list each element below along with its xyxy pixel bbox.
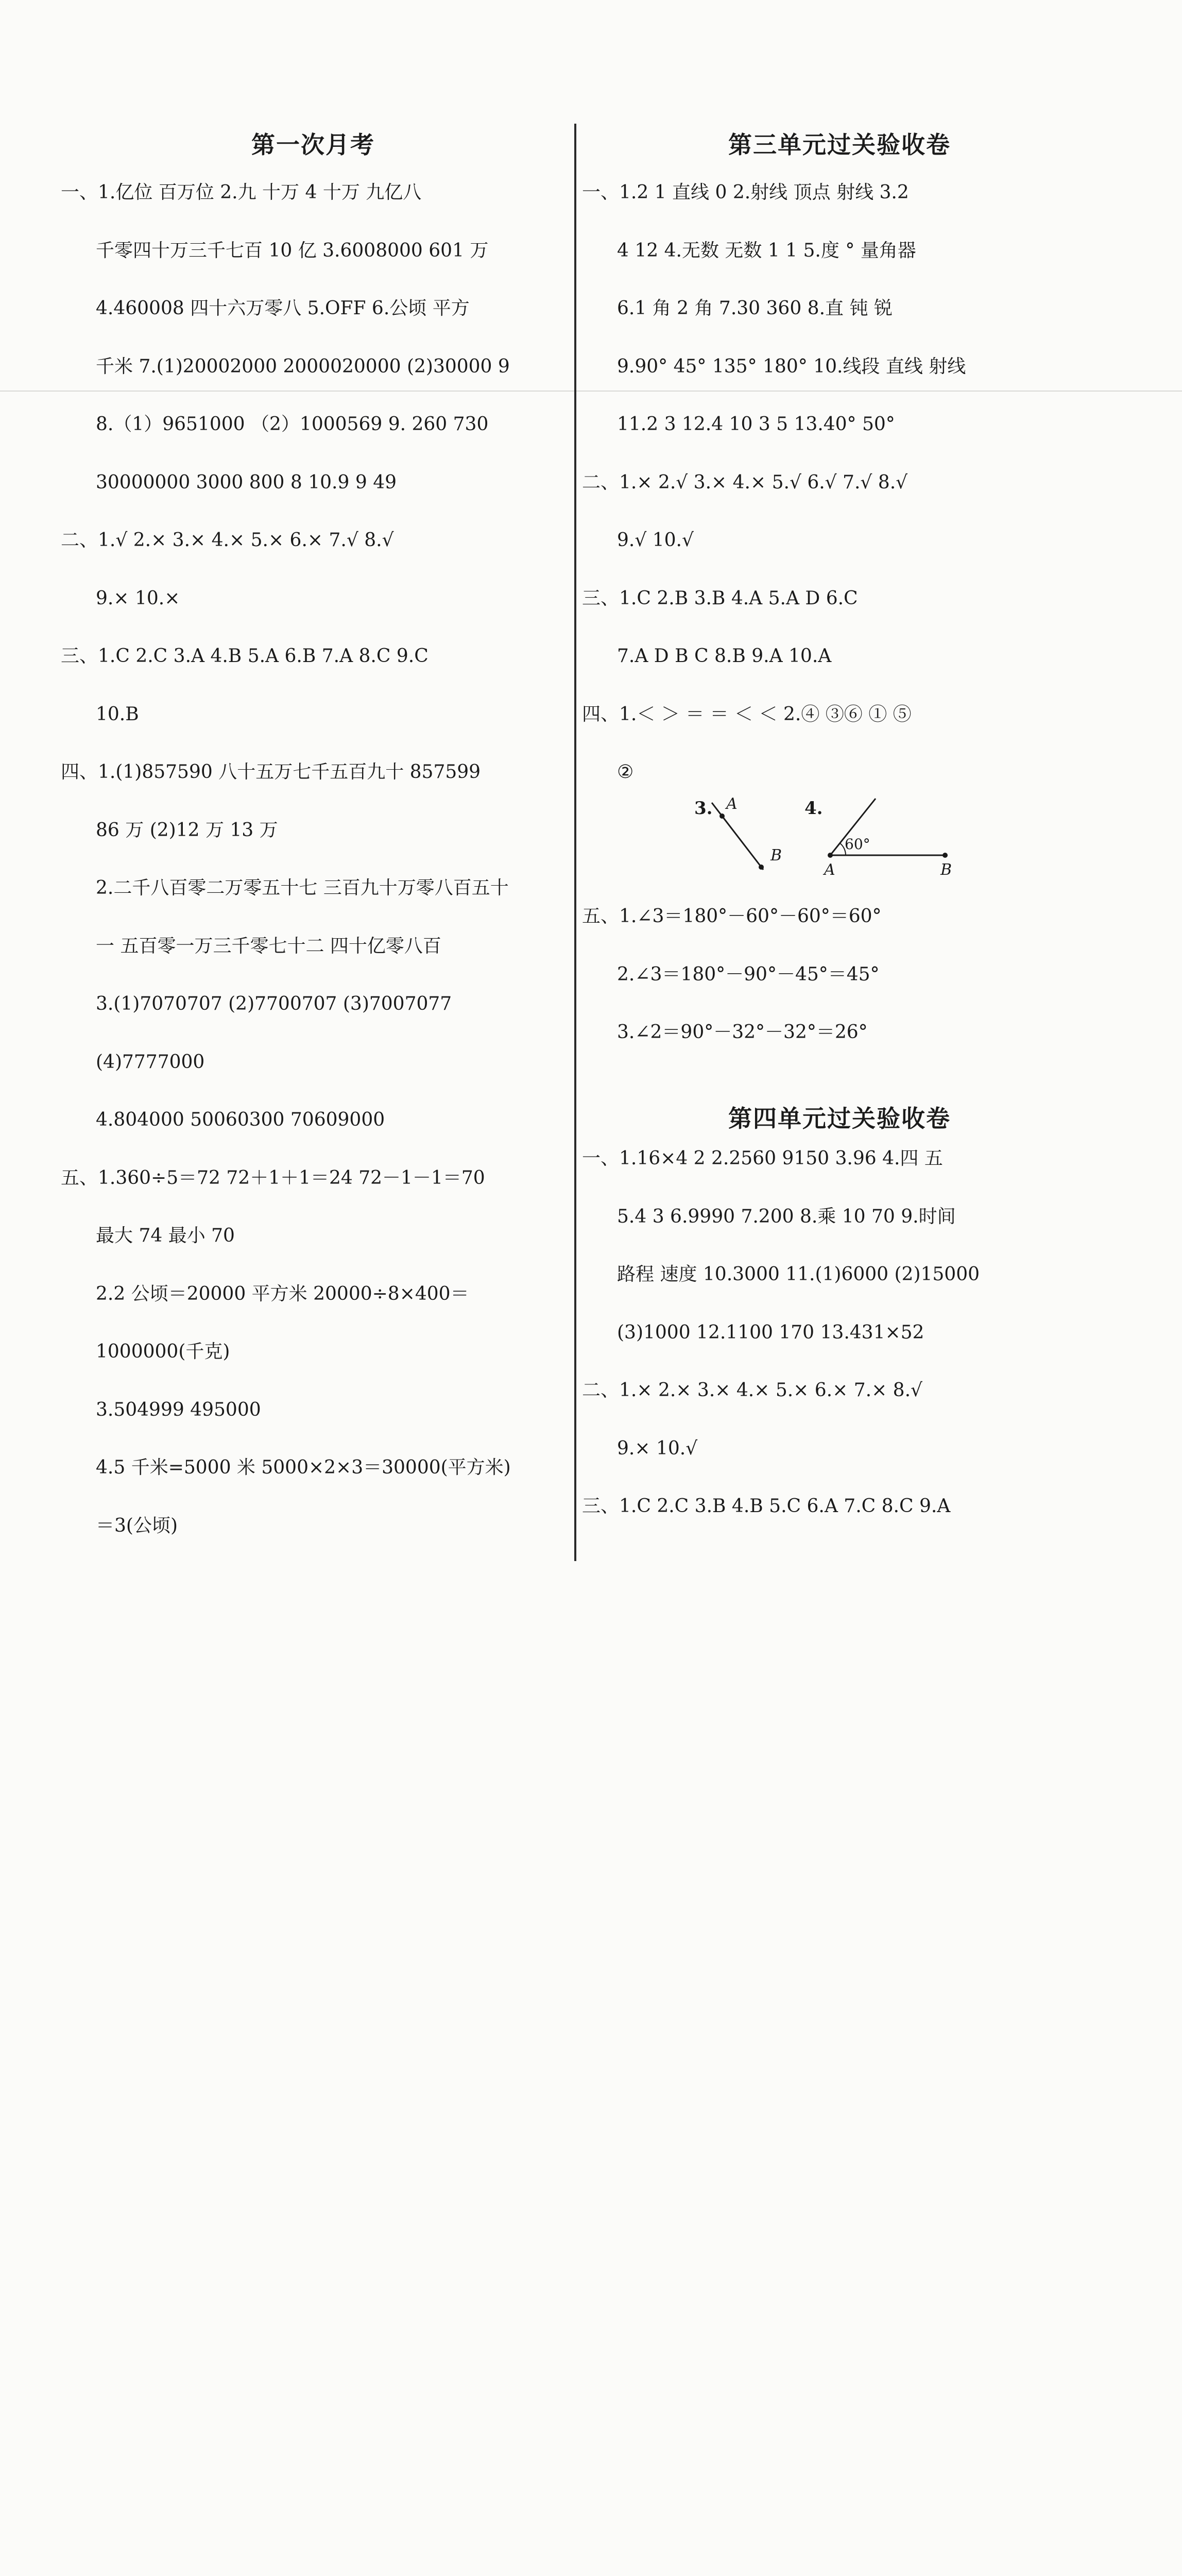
unit3-answer-line: 3.∠2＝90°－32°－32°＝26° (617, 1022, 868, 1043)
vertex-a-label: A (824, 861, 835, 879)
unit4-answer-line: 三、1.C 2.C 3.B 4.B 5.C 6.A 7.C 8.C 9.A (582, 1496, 951, 1517)
section-heading-first-monthly-exam: 第一次月考 (251, 131, 375, 159)
ray-ab-line (712, 803, 763, 870)
unit3-answer-line: 7.A D B C 8.B 9.A 10.A (617, 646, 832, 667)
angle-value-label: 60° (845, 836, 870, 853)
left-answer-line: ＝3(公顷) (96, 1515, 178, 1536)
section-heading-unit3: 第三单元过关验收卷 (728, 131, 951, 159)
geometry-figures (685, 783, 973, 881)
end-b-label: B (940, 861, 952, 879)
unit3-answer-line: 三、1.C 2.B 3.B 4.A 5.A D 6.C (582, 588, 858, 609)
left-answer-line: 30000000 3000 800 8 10.9 9 49 (96, 472, 397, 493)
unit3-answer-line: 四、1.＜ ＞ ＝ ＝ ＜ ＜ 2.④ ③⑥ ① ⑤ (582, 704, 912, 725)
left-answer-line: 五、1.360÷5＝72 72＋1＋1＝24 72－1－1＝70 (61, 1167, 485, 1189)
unit4-answer-line: (3)1000 12.1100 170 13.431×52 (617, 1322, 924, 1343)
figure-label-4: 4. (804, 798, 823, 819)
unit4-answer-line: 路程 速度 10.3000 11.(1)6000 (2)15000 (617, 1264, 980, 1285)
end-b-dot (943, 853, 948, 858)
page-footer (0, 1520, 1182, 1582)
unit3-answer-line: 9.√ 10.√ (617, 530, 694, 551)
point-b-dot (759, 865, 764, 870)
unit3-answer-line: 4 12 4.无数 无数 1 1 5.度 ° 量角器 (617, 240, 916, 261)
unit4-answer-line: 9.× 10.√ (617, 1438, 698, 1459)
unit3-answer-line: 6.1 角 2 角 7.30 360 8.直 钝 锐 (617, 298, 893, 319)
point-a-label: A (726, 795, 738, 813)
unit3-answer-line: 2.∠3＝180°－90°－45°＝45° (617, 964, 880, 985)
left-answer-line: 4.460008 四十六万零八 5.OFF 6.公顷 平方 (96, 298, 470, 319)
section-heading-unit4: 第四单元过关验收卷 (728, 1105, 951, 1132)
unit4-answer-line: 一、1.16×4 2 2.2560 9150 3.96 4.四 五 (582, 1148, 943, 1169)
unit4-answer-line: 二、1.× 2.× 3.× 4.× 5.× 6.× 7.× 8.√ (582, 1380, 922, 1401)
unit3-answer-line: 11.2 3 12.4 10 3 5 13.40° 50° (617, 414, 895, 435)
left-answer-line: 3.504999 495000 (96, 1399, 261, 1420)
left-answer-line: 9.× 10.× (96, 588, 180, 609)
unit3-answer-line: ② (617, 761, 634, 783)
left-answer-line: 二、1.√ 2.× 3.× 4.× 5.× 6.× 7.√ 8.√ (61, 530, 394, 551)
left-answer-line: (4)7777000 (96, 1052, 205, 1073)
left-answer-line: 4.804000 50060300 70609000 (96, 1109, 385, 1130)
figure-label-3: 3. (694, 798, 713, 819)
unit3-answer-line: 9.90° 45° 135° 180° 10.线段 直线 射线 (617, 356, 966, 377)
left-answer-line: 一、1.亿位 百万位 2.九 十万 4 十万 九亿八 (61, 182, 422, 203)
left-answer-line: 1000000(千克) (96, 1341, 230, 1362)
left-answer-line: 三、1.C 2.C 3.A 4.B 5.A 6.B 7.A 8.C 9.C (61, 646, 429, 667)
left-answer-line: 一 五百零一万三千零七十二 四十亿零八百 (96, 936, 441, 957)
unit3-answer-line: 二、1.× 2.√ 3.× 4.× 5.√ 6.√ 7.√ 8.√ (582, 472, 908, 493)
left-answer-line: 8.（1）9651000 （2）1000569 9. 260 730 (96, 414, 489, 435)
left-answer-line: 3.(1)7070707 (2)7700707 (3)7007077 (96, 993, 452, 1014)
left-answer-line: 2.二千八百零二万零五十七 三百九十万零八百五十 (96, 877, 509, 899)
left-answer-line: 最大 74 最小 70 (96, 1225, 235, 1246)
left-answer-line: 千米 7.(1)20002000 2000020000 (2)30000 9 (96, 356, 510, 377)
scan-artifact-line (0, 391, 1182, 392)
vertex-a-dot (828, 853, 833, 858)
unit3-answer-line: 五、1.∠3＝180°－60°－60°＝60° (582, 906, 882, 927)
point-a-dot (720, 814, 725, 819)
left-answer-line: 2.2 公顷＝20000 平方米 20000÷8×400＝ (96, 1283, 469, 1304)
unit4-answer-line: 5.4 3 6.9990 7.200 8.乘 10 70 9.时间 (617, 1206, 956, 1227)
column-divider (574, 124, 576, 1561)
point-b-label: B (770, 846, 782, 865)
unit3-answer-line: 一、1.2 1 直线 0 2.射线 顶点 射线 3.2 (582, 182, 909, 203)
left-answer-line: 86 万 (2)12 万 13 万 (96, 820, 278, 841)
left-answer-line: 四、1.(1)857590 八十五万七千五百九十 857599 (61, 761, 481, 783)
left-answer-line: 千零四十万三千七百 10 亿 3.6008000 601 万 (96, 240, 489, 261)
left-answer-line: 10.B (96, 704, 139, 725)
left-answer-line: 4.5 千米=5000 米 5000×2×3＝30000(平方米) (96, 1457, 511, 1478)
